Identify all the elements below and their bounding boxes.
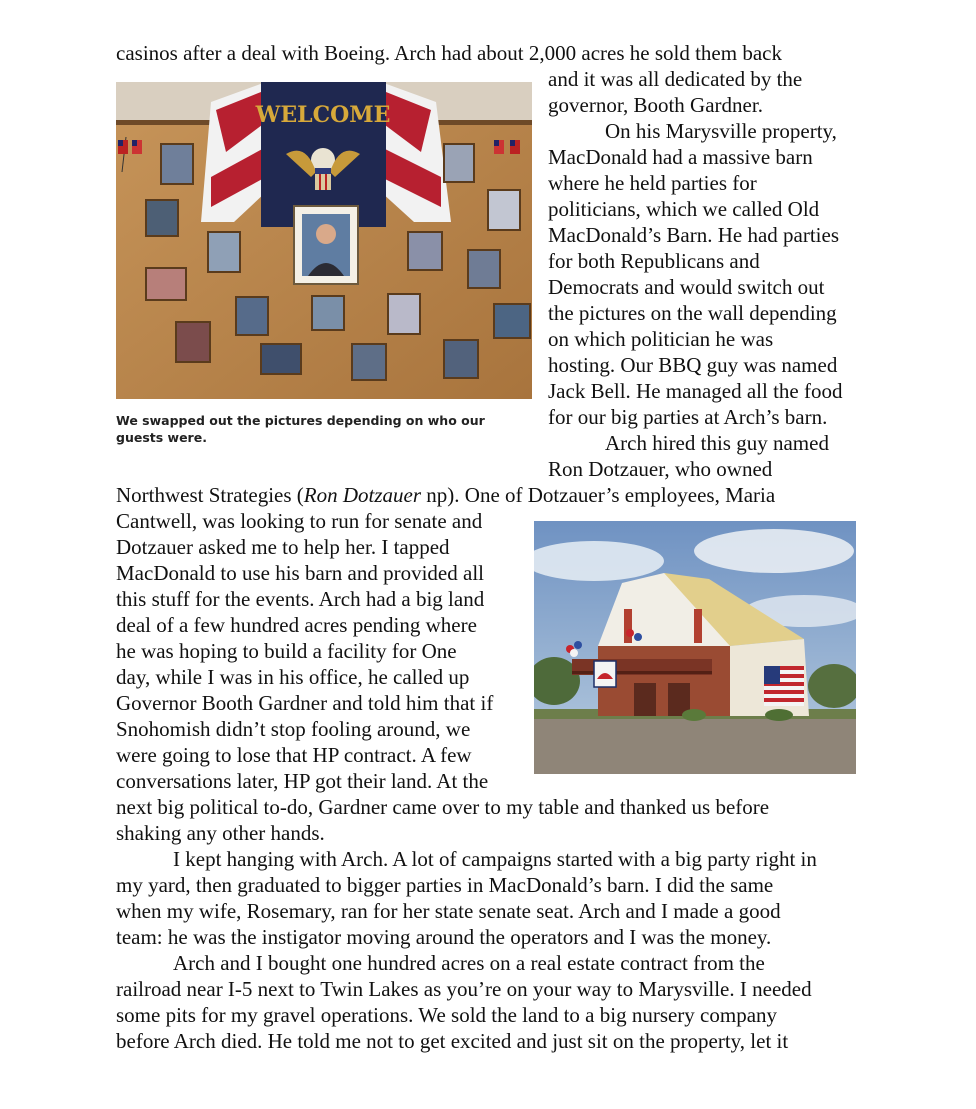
body-text-line: and it was all dedicated by the [548, 67, 803, 91]
body-text-line: some pits for my gravel operations. We sold the land to a big nursery company [116, 1003, 778, 1027]
body-text-line: conversations later, HP got their land. At the [116, 769, 489, 793]
body-text-line: MacDonald had a massive barn [548, 145, 813, 169]
body-text-line: Snohomish didn’t stop fooling around, we [116, 717, 471, 741]
body-text-line: for both Republicans and [548, 249, 760, 273]
body-text-line: Arch hired this guy named [605, 431, 829, 455]
body-text-line: day, while I was in his office, he called up [116, 665, 470, 689]
body-text-line: next big political to-do, Gardner came over to my table and thanked us before [116, 795, 770, 819]
body-text-line [116, 482, 775, 508]
body-text-line: MacDonald’s Barn. He had parties [548, 223, 839, 247]
body-text-line: where he held parties for [548, 171, 757, 195]
body-text-line: railroad near I-5 next to Twin Lakes as you’re on your way to Marysville. I needed [116, 977, 812, 1001]
body-text-line: Dotzauer asked me to help her. I tapped [116, 535, 450, 559]
body-text-line: he was hoping to build a facility for One [116, 639, 457, 663]
welcome-wall-photo [116, 82, 532, 399]
body-text-line: the pictures on the wall depending [548, 301, 837, 325]
photo-caption: We swapped out the pictures depending on who our guests were. [116, 413, 485, 445]
body-text-line: casinos after a deal with Boeing. Arch had about 2,000 acres he sold them back [116, 41, 782, 65]
body-text-line: my yard, then graduated to bigger parties in MacDonald’s barn. I did the same [116, 873, 774, 897]
body-text-italic: Ron Dotzauer [303, 483, 422, 507]
body-text-line: Arch and I bought one hundred acres on a real estate contract from the [173, 951, 765, 975]
body-text-line: for our big parties at Arch’s barn. [548, 405, 828, 429]
body-text-line: politicians, which we called Old [548, 197, 820, 221]
body-text-line: before Arch died. He told me not to get excited and just sit on the property, let it [116, 1029, 789, 1053]
body-text-line: hosting. Our BBQ guy was named [548, 353, 838, 377]
body-text-line: were going to lose that HP contract. A few [116, 743, 472, 767]
banner-text: WELCOME [255, 102, 391, 128]
body-text-line: on which politician he was [548, 327, 774, 351]
body-text-segment: Northwest Strategies ( [116, 483, 304, 507]
body-text-line: governor, Booth Gardner. [548, 93, 763, 117]
body-text-line: I kept hanging with Arch. A lot of campaigns started with a big party right in [173, 847, 817, 871]
body-text-line: team: he was the instigator moving around the operators and I was the money. [116, 925, 772, 949]
body-text-line: Governor Booth Gardner and told him that if [116, 691, 494, 715]
body-text-line: deal of a few hundred acres pending where [116, 613, 477, 637]
body-text-line: shaking any other hands. [116, 821, 325, 845]
body-text-segment: np). One of Dotzauer’s employees, Maria [421, 483, 776, 507]
body-text-line: Cantwell, was looking to run for senate and [116, 509, 483, 533]
body-text-line: On his Marysville property, [605, 119, 837, 143]
body-text-line: Democrats and would switch out [548, 275, 825, 299]
body-text-line: Jack Bell. He managed all the food [548, 379, 843, 403]
body-text-line: this stuff for the events. Arch had a big land [116, 587, 485, 611]
barn-photo [534, 521, 856, 774]
body-text-line: Ron Dotzauer, who owned [548, 457, 773, 481]
body-text-line: when my wife, Rosemary, ran for her state senate seat. Arch and I made a good [116, 899, 781, 923]
body-text-line: MacDonald to use his barn and provided all [116, 561, 484, 585]
